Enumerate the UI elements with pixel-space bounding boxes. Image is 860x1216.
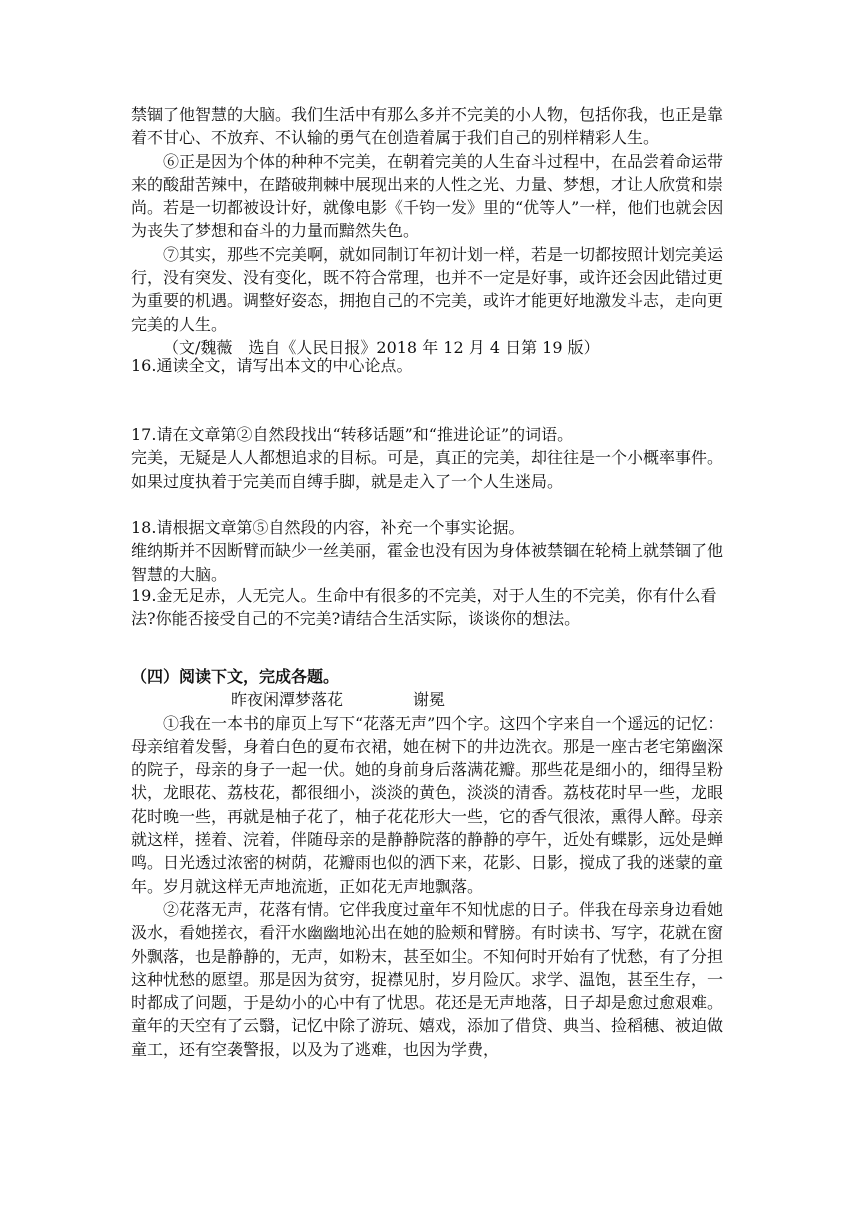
article-title: 昨夜闲潭梦落花 [231,690,344,710]
section-4-heading: （四）阅读下文，完成各题。 [131,667,340,686]
question-17-label: 17.请在文章第②自然段找出“转移话题”和“推进论证”的词语。 [131,425,574,444]
paragraph-7: ⑦其实，那些不完美啊，就如同制订年初计划一样，若是一切都按照计划完美运行，没有突发、没有变化，既不符合常理，也并不一定是好事，或许还会因此错过更为重要的机遇。调整好姿态，拥抱自己的不完美，或许才能更好地激发斗志，走向更完美的人生。 [131,244,724,334]
question-18 [131,516,731,586]
article-author: 谢冕 [413,690,446,710]
section-4-paragraph-2: ②花落无声，花落有情。它伴我度过童年不知忧虑的日子。伴我在母亲身边看她汲水，看她搓衣，看汗水幽幽地沁出在她的脸颊和臂膀。有时读书、写字，花就在窗外飘落，也是静静的，无声，如粉末，甚至如尘。不知何时开始有了忧愁，有了分担这种忧愁的愿望。那是因为贫穷，捉襟见肘，岁月险仄。求学、温饱，甚至生存，一时都成了问题，于是幼小的心中有了忧思。花还是无声地落，日子却是愈过愈艰难。童年的天空有了云翳，记忆中除了游玩、嬉戏，添加了借贷、典当、捡稻穗、被迫做童工，还有空袭警报，以及为了逃难，也因为学费， [131,899,724,1059]
article-title-line [131,688,731,711]
paragraph-6: ⑥正是因为个体的种种不完美，在朝着完美的人生奋斗过程中，在品尝着命运带来的酸甜苦辣中，在踏破荆棘中展现出来的人性之光、力量、梦想，才让人欣赏和崇尚。若是一切都被设计好，就像电影《千钧一发》里的“优等人”一样，他们也就会因为丧失了梦想和奋斗的力量而黯然失色。 [131,151,724,241]
question-19-label: 19.金无足赤，人无完人。生命中有很多的不完美，对于人生的不完美，你有什么看法?你能否接受自己的不完美?请结合生活实际，谈谈你的想法。 [131,586,717,629]
section-4 [131,665,731,1061]
article-part1 [131,103,731,359]
question-17 [131,423,731,493]
question-16-label: 16.通读全文，请写出本文的中心论点。 [131,356,413,375]
paragraph-5-tail: 禁锢了他智慧的大脑。我们生活中有那么多并不完美的小人物，包括你我，也正是靠着不甘心、不放弃、不认输的勇气在创造着属于我们自己的别样精彩人生。 [131,105,724,148]
question-18-label: 18.请根据文章第⑤自然段的内容，补充一个事实论据。 [131,518,525,537]
article-source: （文/魏薇 选自《人民日报》2018 年 12 月 4 日第 19 版） [163,337,600,357]
question-17-answer: 完美，无疑是人人都想追求的目标。可是，真正的完美，却往往是一个小概率事件。如果过度执着于完美而自缚手脚，就是走入了一个人生迷局。 [131,448,724,491]
question-19 [131,584,731,631]
section-4-paragraph-1: ①我在一本书的扉页上写下“花落无声”四个字。这四个字来自一个遥远的记忆：母亲绾着发髻，身着白色的夏布衣裙，她在树下的井边洗衣。那是一座古老宅第幽深的院子，母亲的身子一起一伏。她的身前身后落满花瓣。那些花是细小的，细得呈粉状，龙眼花、荔枝花，都很细小，淡淡的黄色，淡淡的清香。荔枝花时早一些，龙眼花时晚一些，再就是柚子花了，柚子花花形大一些，它的香气很浓，熏得人醉。母亲就这样，搓着、浣着，伴随母亲的是静静院落的静静的亭午，近处有蝶影，远处是蝉鸣。日光透过浓密的树荫，花瓣雨也似的洒下来，花影、日影，搅成了我的迷蒙的童年。岁月就这样无声地流逝，正如花无声地飘落。 [131,713,724,896]
question-16 [131,354,731,377]
question-18-answer: 维纳斯并不因断臂而缺少一丝美丽，霍金也没有因为身体被禁锢在轮椅上就禁锢了他智慧的大脑。 [131,541,724,584]
